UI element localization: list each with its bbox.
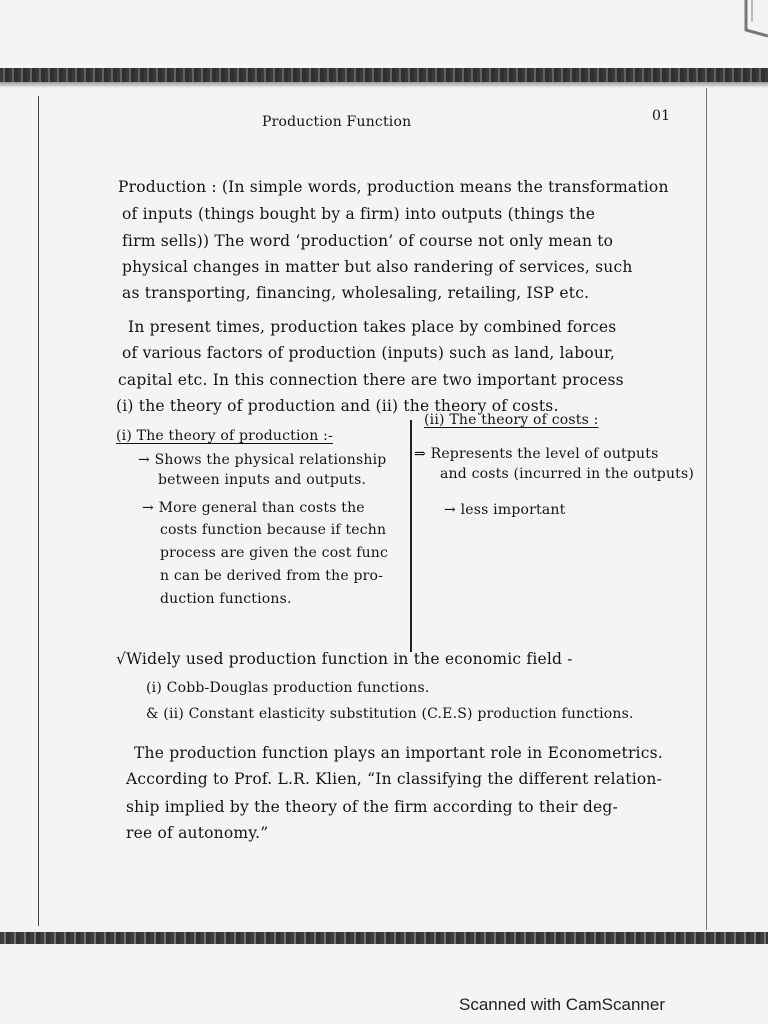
widely-used-item-2: & (ii) Constant elasticity substitution (C.E.S) production functions.: [146, 706, 634, 722]
left-bullet-2-line-4: n can be derived from the pro-: [160, 568, 384, 584]
top-page-edge: [0, 68, 768, 82]
right-page-border: [706, 88, 707, 930]
left-column-heading: (i) The theory of production :-: [116, 428, 333, 444]
left-bullet-1-line-2: between inputs and outputs.: [158, 472, 367, 488]
scanner-watermark: Scanned with CamScanner: [459, 995, 666, 1014]
para3-line-4: ree of autonomy.”: [126, 824, 269, 842]
para3-line-1: The production function plays an important role in Econometrics.: [134, 744, 663, 762]
page-title: Production Function: [262, 114, 412, 130]
left-bullet-2-line-5: duction functions.: [160, 591, 292, 607]
right-bullet-2-line-1: → less important: [444, 502, 566, 518]
page-corner-mark: [728, 0, 768, 44]
para3-line-3: ship implied by the theory of the firm according to their deg-: [126, 798, 618, 816]
intro-line-3: firm sells)) The word ‘production’ of course not only mean to: [122, 232, 614, 250]
para2-line-4: (i) the theory of production and (ii) the theory of costs.: [116, 397, 559, 415]
intro-line-4: physical changes in matter but also randering of services, such: [122, 258, 633, 276]
left-bullet-2-line-3: process are given the cost func: [160, 545, 389, 561]
right-bullet-1-line-2: and costs (incurred in the outputs): [440, 466, 695, 482]
widely-used-heading: √Widely used production function in the economic field -: [116, 650, 573, 668]
widely-used-item-1: (i) Cobb-Douglas production functions.: [146, 680, 430, 696]
left-bullet-2-line-1: → More general than costs the: [142, 500, 365, 516]
top-edge-shadow: [0, 82, 768, 88]
para2-line-1: In present times, production takes place by combined forces: [128, 318, 617, 336]
page-number: 01: [652, 108, 671, 124]
intro-line-2: of inputs (things bought by a firm) into outputs (things the: [122, 205, 596, 223]
intro-line-5: as transporting, financing, wholesaling, retailing, ISP etc.: [122, 284, 590, 302]
intro-line-1: Production : (In simple words, production means the transformation: [118, 178, 669, 196]
left-bullet-2-line-2: costs function because if techn: [160, 522, 387, 538]
para2-line-3: capital etc. In this connection there are two important process: [118, 371, 624, 389]
column-divider: [410, 420, 412, 652]
margin-line: [38, 96, 39, 926]
left-bullet-1-line-1: → Shows the physical relationship: [138, 452, 387, 468]
right-bullet-1-line-1: ⇒ Represents the level of outputs: [414, 446, 659, 462]
bottom-page-edge: [0, 932, 768, 944]
para3-line-2: According to Prof. L.R. Klien, “In classifying the different relation-: [126, 770, 663, 788]
right-column-heading: (ii) The theory of costs :: [424, 412, 599, 428]
para2-line-2: of various factors of production (inputs) such as land, labour,: [122, 344, 616, 362]
